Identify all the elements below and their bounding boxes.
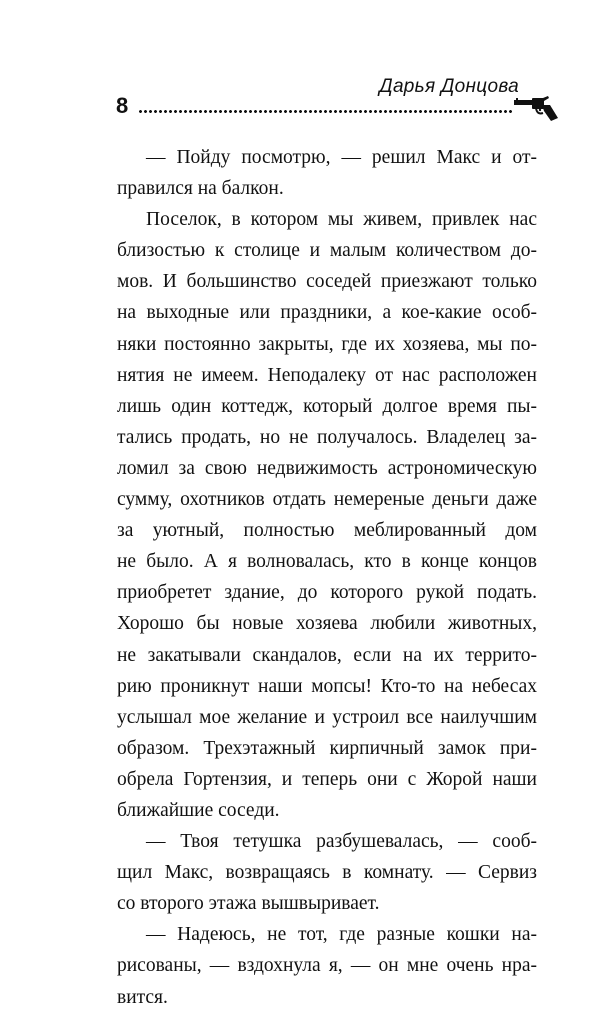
- text-line: рисованы, — вздохнула я, — он мне очень нра-: [117, 955, 537, 977]
- text-line: за уютный, полностью меблированный дом: [117, 520, 537, 542]
- text-line: Поселок, в котором мы живем, привлек нас: [146, 209, 537, 231]
- text-line: приобретет здание, до которого рукой подать.: [117, 582, 537, 604]
- text-line: — Надеюсь, не тот, где разные кошки на-: [146, 924, 537, 946]
- running-head-author: Дарья Донцова: [379, 76, 519, 97]
- text-line: со второго этажа вышвыривает.: [117, 893, 380, 915]
- text-line: мов. И большинство соседей приезжают только: [117, 271, 537, 293]
- page-number: 8: [116, 93, 129, 118]
- text-line: — Пойду посмотрю, — решил Макс и от-: [146, 147, 537, 168]
- text-line: лишь один коттедж, который долгое время пы-: [117, 395, 537, 417]
- dotted-leader: [138, 109, 514, 114]
- text-line: услышал мое желание и устроил все наилучшим: [117, 706, 537, 728]
- text-line: не закатывали скандалов, если на их террито-: [117, 644, 537, 666]
- text-line: няки постоянно закрыты, где их хозяева, мы по-: [117, 333, 537, 355]
- text-line: на выходные или праздники, а кое-какие особ-: [117, 302, 537, 324]
- text-line: не было. А я волновалась, кто в конце концов: [117, 551, 537, 573]
- text-line: щил Макс, возвращаясь в комнату. — Сервиз: [117, 862, 537, 884]
- text-line: образом. Трехэтажный кирпичный замок при-: [117, 737, 537, 759]
- text-line: обрела Гортензия, и теперь они с Жорой наши: [117, 768, 537, 790]
- text-line: ломил за свою недвижимость астрономическую: [117, 457, 537, 479]
- text-line: нятия не имеем. Неподалеку от нас расположен: [117, 364, 537, 386]
- text-line: — Твоя тетушка разбушевалась, — сооб-: [146, 831, 537, 853]
- body-text: [117, 142, 537, 1013]
- text-line: тались продать, но не получалось. Владелец за-: [117, 426, 537, 448]
- text-line: рию проникнут наши мопсы! Кто-то на небесах: [117, 675, 537, 697]
- text-line: сумму, охотников отдать немереные деньги даже: [117, 489, 537, 511]
- text-line: ближайшие соседи.: [117, 799, 280, 821]
- text-line: вится.: [117, 986, 168, 1008]
- text-line: Хорошо бы новые хозяева любили животных,: [117, 613, 537, 635]
- running-header: [112, 76, 557, 126]
- text-line: близостью к столице и малым количеством до-: [117, 240, 537, 262]
- revolver-icon: [514, 96, 558, 122]
- text-line: правился на балкон.: [117, 178, 284, 200]
